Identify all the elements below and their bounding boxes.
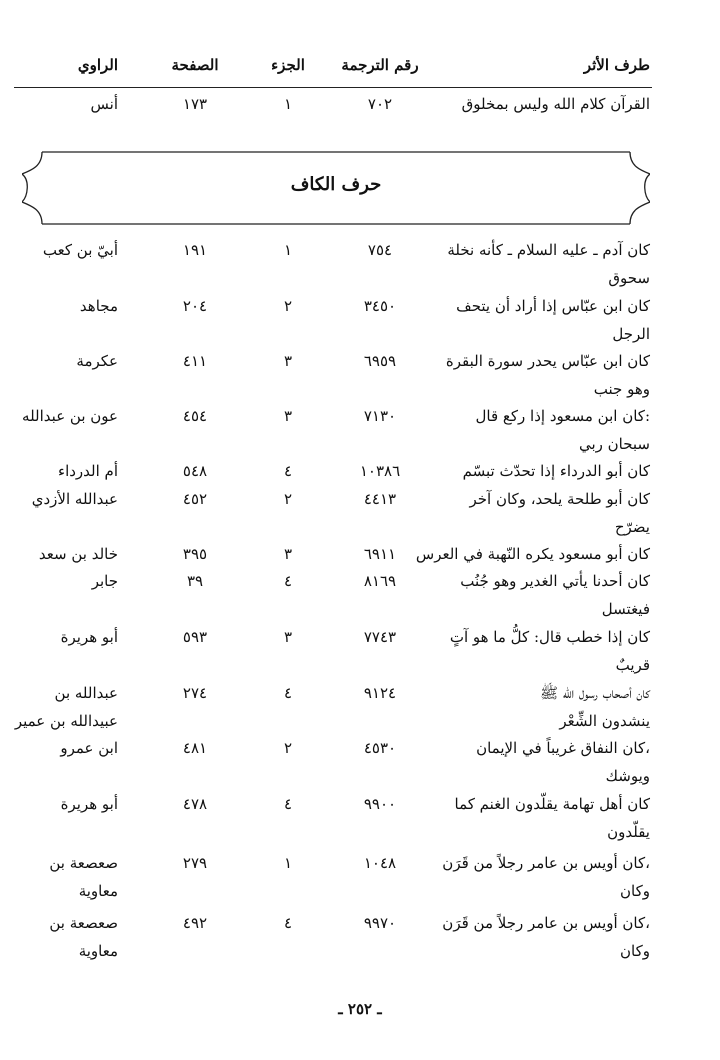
tarjama-number: ٣٤٥٠ — [363, 297, 397, 315]
juz-number: ٢ — [283, 297, 293, 315]
header-tarjama: رقم الترجمة — [341, 56, 419, 74]
safha-number: ١٩١ — [182, 241, 208, 259]
athar-text: كان أويس بن عامر رجلاً من قَرَن، — [442, 854, 650, 872]
athar-text: كان أبو الدرداء إذا تحدّث تبسّم — [462, 462, 650, 480]
rawi-name: عون بن عبدالله — [22, 407, 118, 425]
athar-text-continued: وهو جنب — [593, 380, 650, 398]
tarjama-number: ١٠٤٨ — [363, 854, 397, 872]
juz-number: ٢ — [283, 739, 293, 757]
athar-text: كان أهل تهامة يقلّدون الغنم كما — [454, 795, 650, 813]
rawi-name: خالد بن سعد — [38, 545, 118, 563]
athar-text-continued: قريبٌ — [615, 656, 650, 674]
safha-number: ٢٧٤ — [182, 684, 208, 702]
section-title: حرف الكاف — [290, 174, 382, 195]
tarjama-number: ٧٧٤٣ — [363, 628, 397, 646]
tarjama-number: ٤٤١٣ — [363, 490, 397, 508]
athar-text-continued: الرجل — [612, 325, 650, 343]
athar-text: كان أبو مسعود يكره النّهبة في العرس — [415, 545, 650, 563]
rawi-name: عكرمة — [76, 352, 118, 370]
juz-number: ٤ — [283, 462, 293, 480]
juz-number: ٣ — [283, 628, 293, 646]
athar-text: كان النفاق غريباً في الإيمان، — [476, 739, 650, 757]
rawi-name: عبدالله الأزدي — [31, 490, 118, 508]
athar-text-continued: فيغتسل — [601, 600, 650, 618]
juz-number: ١ — [283, 95, 293, 113]
safha-number: ٤٩٢ — [182, 914, 208, 932]
athar-text: كان أويس بن عامر رجلاً من قَرَن، — [442, 914, 650, 932]
juz-number: ٢ — [283, 490, 293, 508]
juz-number: ٣ — [283, 545, 293, 563]
athar-text: كان أبو طلحة يلحد، وكان آخر — [469, 490, 650, 508]
juz-number: ٤ — [283, 914, 293, 932]
header-juz: الجزء — [271, 56, 305, 74]
rawi-name: أم الدرداء — [58, 462, 118, 480]
athar-text-continued: سحوق — [608, 269, 650, 287]
tarjama-number: ٦٩٥٩ — [363, 352, 397, 370]
rawi-name: جابر — [91, 572, 118, 590]
juz-number: ١ — [283, 854, 293, 872]
tarjama-number: ٩٩٧٠ — [363, 914, 397, 932]
juz-number: ١ — [283, 241, 293, 259]
safha-number: ٤٨١ — [182, 739, 208, 757]
juz-number: ٤ — [283, 795, 293, 813]
tarjama-number: ٧٠٢ — [367, 95, 393, 113]
athar-text-continued: سبحان ربي — [578, 435, 650, 453]
rawi-name: أبو هريرة — [60, 795, 118, 813]
juz-number: ٤ — [283, 572, 293, 590]
header-rawi: الراوي — [77, 56, 118, 74]
safha-number: ٣٩ — [186, 572, 204, 590]
rawi-name: ابن عمرو — [60, 739, 118, 757]
header-athar: طرف الأثر — [583, 56, 650, 74]
rawi-name-continued: معاوية — [78, 942, 118, 960]
safha-number: ٢٧٩ — [182, 854, 208, 872]
athar-text-continued: وكان — [620, 882, 650, 900]
section-heading-box — [22, 150, 650, 226]
safha-number: ٣٩٥ — [182, 545, 208, 563]
rawi-name: أبو هريرة — [60, 628, 118, 646]
rawi-name: أنس — [90, 95, 118, 113]
athar-text-continued: ويوشك — [605, 767, 650, 785]
athar-text: كان أحدنا يأتي الغدير وهو جُنُب — [460, 572, 650, 590]
juz-number: ٣ — [283, 352, 293, 370]
safha-number: ٤٧٨ — [182, 795, 208, 813]
header-safha: الصفحة — [171, 56, 219, 74]
athar-text-continued: ينشدون الشِّعْر — [559, 712, 650, 730]
athar-text-continued: يقلّدون — [607, 823, 650, 841]
safha-number: ١٧٣ — [182, 95, 208, 113]
athar-text: كان ابن مسعود إذا ركع قال: — [475, 407, 650, 425]
juz-number: ٣ — [283, 407, 293, 425]
athar-text-continued: يضرّح — [614, 518, 650, 536]
rawi-name: عبدالله بن — [54, 684, 118, 702]
rawi-name: مجاهد — [79, 297, 118, 315]
tarjama-number: ١٠٣٨٦ — [359, 462, 401, 480]
rawi-name-continued: عبيدالله بن عمير — [14, 712, 118, 730]
athar-text: كان آدم ـ عليه السلام ـ كأنه نخلة — [447, 241, 650, 259]
tarjama-number: ٩٩٠٠ — [363, 795, 397, 813]
safha-number: ٥٤٨ — [182, 462, 208, 480]
tarjama-number: ٤٥٣٠ — [363, 739, 397, 757]
tarjama-number: ٧١٣٠ — [363, 407, 397, 425]
athar-text: كان إذا خطب قال: كلُّ ما هو آتٍ — [449, 628, 650, 646]
rawi-name: صعصعة بن — [49, 914, 118, 932]
table-header — [0, 0, 720, 90]
safha-number: ٢٠٤ — [182, 297, 208, 315]
tarjama-number: ٩١٢٤ — [363, 684, 397, 702]
safha-number: ٤١١ — [182, 352, 208, 370]
athar-text: كان ابن عبّاس إذا أراد أن يتحف — [456, 297, 650, 315]
athar-text: كان أصحاب رسول الله ﷺ — [540, 684, 650, 702]
tarjama-number: ٨١٦٩ — [363, 572, 397, 590]
rawi-name: أبيّ بن كعب — [42, 241, 118, 259]
tarjama-number: ٧٥٤ — [367, 241, 393, 259]
tarjama-number: ٦٩١١ — [363, 545, 397, 563]
safha-number: ٤٥٢ — [182, 490, 208, 508]
athar-text: القرآن كلام الله وليس بمخلوق — [461, 95, 650, 113]
safha-number: ٤٥٤ — [182, 407, 208, 425]
athar-text: كان ابن عبّاس يحدر سورة البقرة — [445, 352, 650, 370]
safha-number: ٥٩٣ — [182, 628, 208, 646]
rawi-name: صعصعة بن — [49, 854, 118, 872]
rawi-name-continued: معاوية — [78, 882, 118, 900]
juz-number: ٤ — [283, 684, 293, 702]
athar-text-continued: وكان — [620, 942, 650, 960]
header-rule — [14, 87, 652, 88]
page-number: ـ ٢٥٢ ـ — [338, 1000, 382, 1018]
